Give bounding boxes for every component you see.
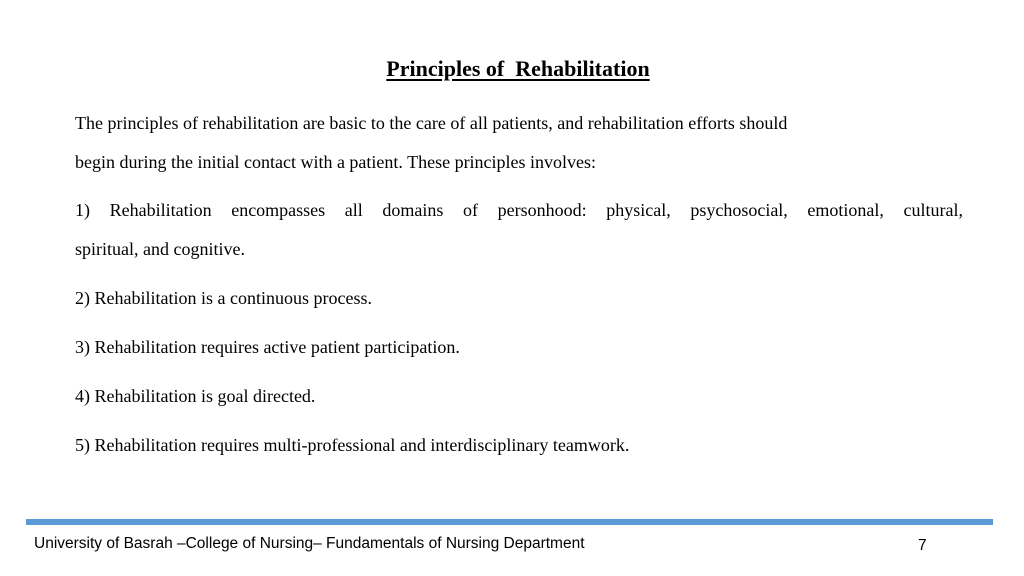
principle-3: 3) Rehabilitation requires active patient participation. [75, 337, 460, 357]
footer-divider-bar [26, 519, 993, 525]
principle-5: 5) Rehabilitation requires multi-professional and interdisciplinary teamwork. [75, 435, 630, 455]
intro-line-2: begin during the initial contact with a patient. These principles involves: [75, 152, 597, 172]
footer-institution-text: University of Basrah –College of Nursing– Fundamentals of Nursing Department [34, 535, 585, 552]
principle-4: 4) Rehabilitation is goal directed. [75, 386, 316, 406]
principle-1-line-2: spiritual, and cognitive. [75, 239, 245, 259]
slide-title: Principles of Rehabilitation [386, 56, 650, 81]
intro-line-1: The principles of rehabilitation are basic to the care of all patients, and rehabilitation efforts should [75, 113, 788, 133]
principle-2: 2) Rehabilitation is a continuous process. [75, 288, 372, 308]
page-number: 7 [918, 537, 927, 554]
principle-1-line-1: 1) Rehabilitation encompasses all domains of personhood: physical, psychosocial, emotional, cultural, [75, 200, 963, 220]
